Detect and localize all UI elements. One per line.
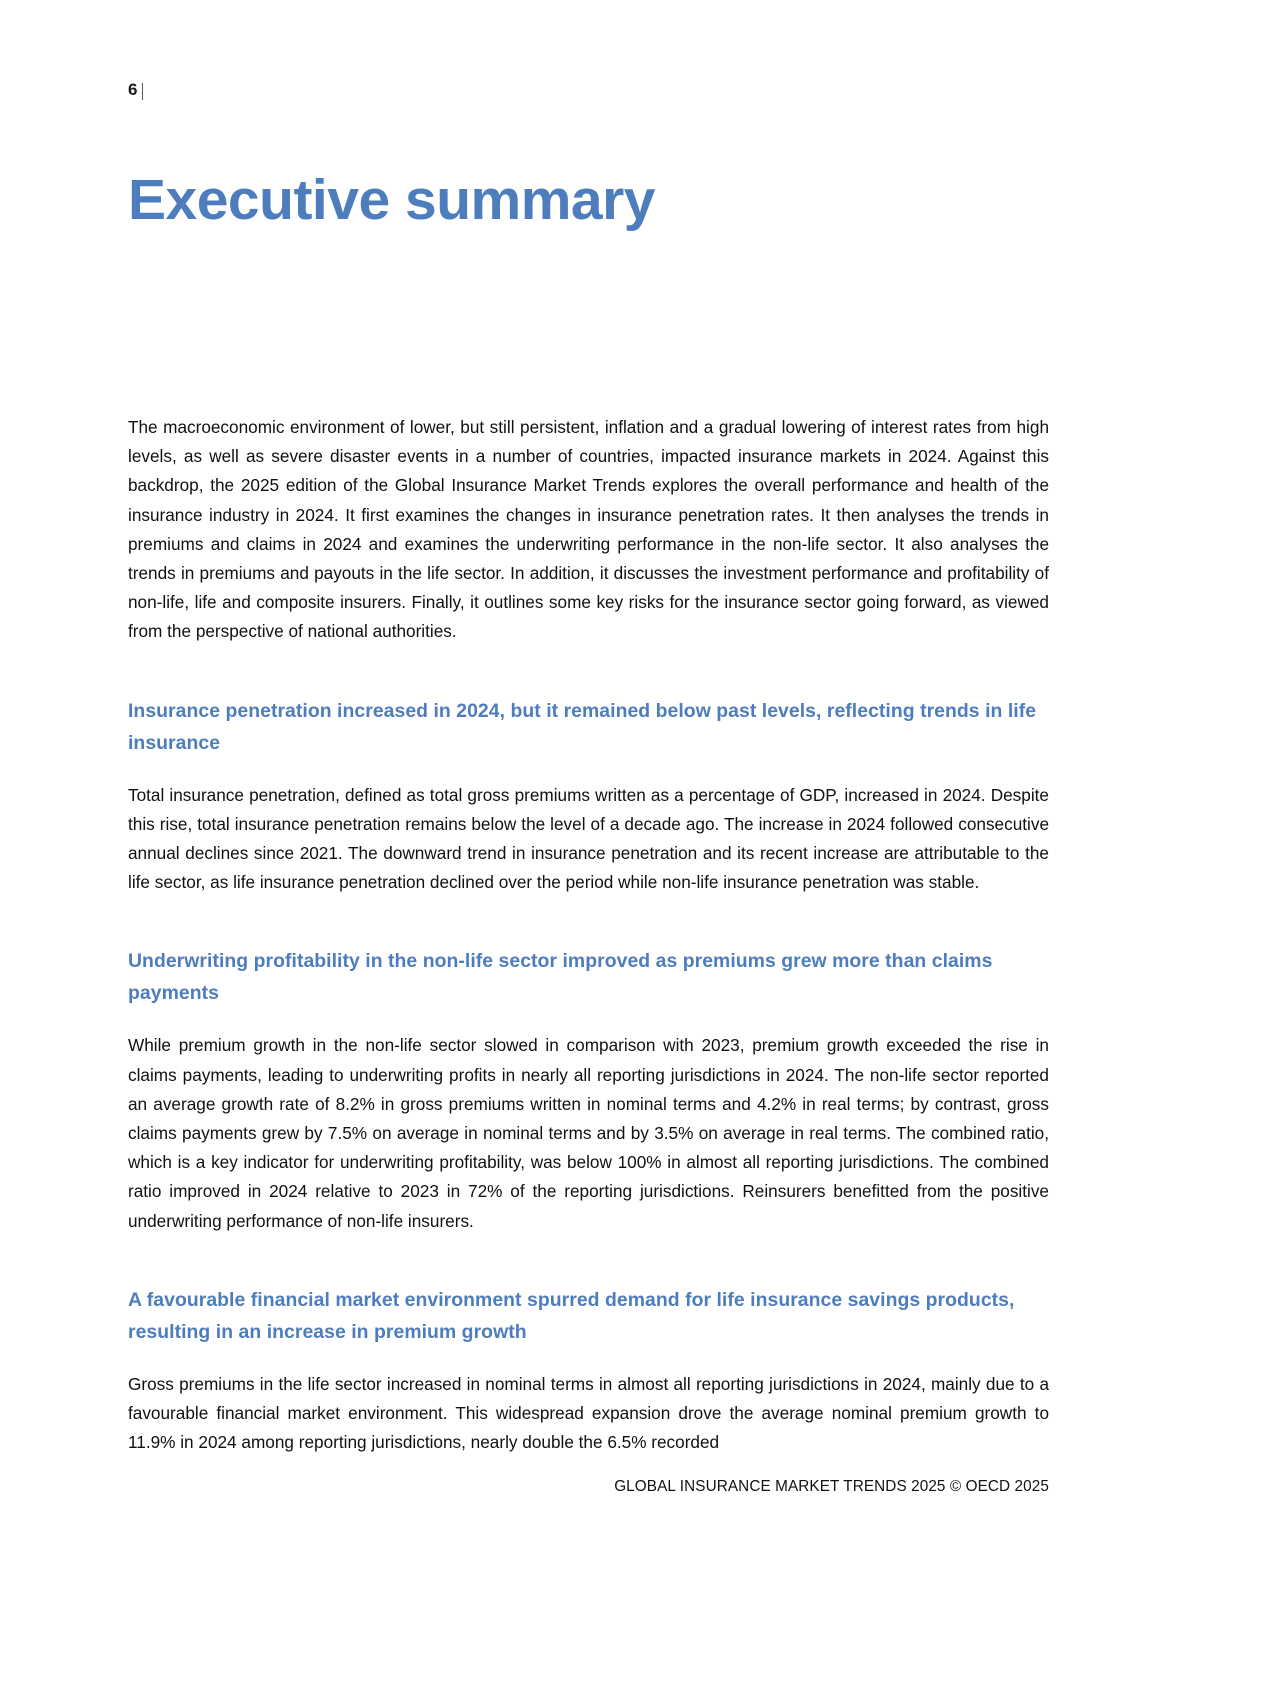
spacer — [128, 1009, 1049, 1031]
section-heading-life-savings: A favourable financial market environment spurred demand for life insurance savings products, resulting in an increase in premium growth — [128, 1288, 1015, 1343]
section-heading-penetration: Insurance penetration increased in 2024, but it remained below past levels, reflecting trends in life insurance — [128, 699, 1037, 754]
spacer — [128, 1236, 1049, 1284]
document-body — [128, 413, 1049, 1457]
page-title: Executive summary — [128, 168, 655, 233]
spacer — [128, 759, 1049, 781]
spacer — [128, 897, 1049, 945]
section-paragraph-life-savings: Gross premiums in the life sector increased in nominal terms in almost all reporting jurisdictions in 2024, mainly due to a favourable financial market environment. This widespread expansion drove the average nominal premium growth to 11.9% in 2024 among reporting jurisdictions, nearly double the 6.5% recorded — [128, 1373, 1049, 1453]
intro-paragraph: The macroeconomic environment of lower, but still persistent, inflation and a gradual lowering of interest rates from high levels, as well as severe disaster events in a number of countries, impacted insurance markets in 2024. Against this backdrop, the 2025 edition of the Global Insurance Market Trends explores the overall performance and health of the insurance industry in 2024. It first examines the changes in insurance penetration rates. It then analyses the trends in premiums and claims in 2024 and examines the underwriting performance in the non-life sector. It also analyses the trends in premiums and payouts in the life sector. In addition, it discusses the investment performance and profitability of non-life, life and composite insurers. Finally, it outlines some key risks for the insurance sector going forward, as viewed from the perspective of national authorities. — [128, 417, 1049, 642]
spacer — [128, 647, 1049, 695]
page-footer: GLOBAL INSURANCE MARKET TRENDS 2025 © OECD 2025 — [614, 1478, 1049, 1495]
section-paragraph-penetration: Total insurance penetration, defined as total gross premiums written as a percentage of GDP, increased in 2024. Despite this rise, total insurance penetration remains below the level of a decade ago. The increase in 2024 followed consecutive annual declines since 2021. The downward trend in insurance penetration and its recent increase are attributable to the life sector, as life insurance penetration declined over the period while non-life insurance penetration was stable. — [128, 784, 1049, 893]
section-paragraph-underwriting: While premium growth in the non-life sector slowed in comparison with 2023, premium growth exceeded the rise in claims payments, leading to underwriting profits in nearly all reporting jurisdictions in 2024. The non-life sector reported an average growth rate of 8.2% in gross premiums written in nominal terms and 4.2% in real terms; by contrast, gross claims payments grew by 7.5% on average in nominal terms and by 3.5% on average in real terms. The combined ratio, which is a key indicator for underwriting profitability, was below 100% in almost all reporting jurisdictions. The combined ratio improved in 2024 relative to 2023 in 72% of the reporting jurisdictions. Reinsurers benefitted from the positive underwriting performance of non-life insurers. — [128, 1035, 1049, 1231]
page-number: 6 — [128, 80, 138, 99]
spacer — [128, 1348, 1049, 1370]
folio-separator-bar — [142, 83, 143, 100]
section-heading-underwriting: Underwriting profitability in the non-life sector improved as premiums grew more than claims payments — [128, 950, 993, 1005]
page-folio — [128, 80, 143, 100]
